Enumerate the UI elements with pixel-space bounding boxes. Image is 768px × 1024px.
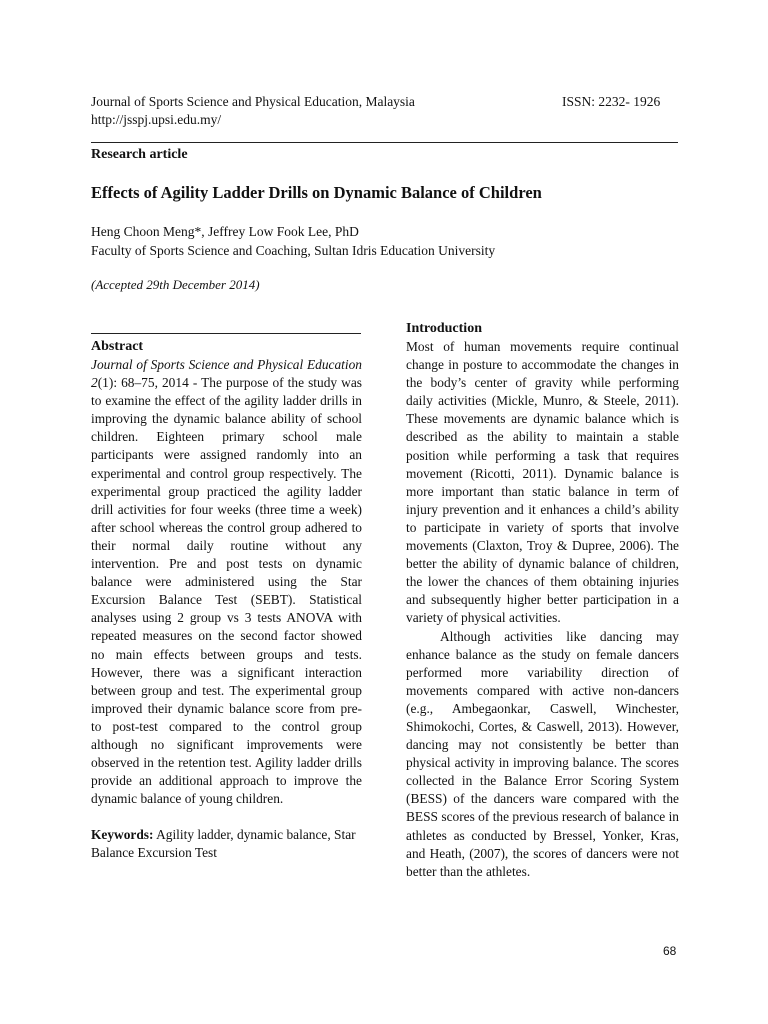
accepted-date: (Accepted 29th December 2014)	[91, 277, 260, 292]
authors: Heng Choon Meng*, Jeffrey Low Fook Lee, PhD	[91, 224, 359, 239]
introduction-heading: Introduction	[406, 321, 482, 336]
abstract-divider	[91, 333, 361, 334]
affiliation: Faculty of Sports Science and Coaching, Sultan Idris Education University	[91, 243, 496, 258]
introduction-paragraph-2: Although activities like dancing may enhance balance as the study on female dancers performed more variability direction of movements compared with active non-dancers (e.g., Ambegaonkar, Caswell, Winchester, Shimokochi, Cortes, & Caswell, 2013). However, dancing may not consistently be better than physical activity in improving balance. The scores collected in the Balance Error Scoring System (BESS) of the dancers ware compared with the BESS scores of the previous research of balance in athletes as conducted by Bressel, Yonker, Kras, and Heath, (2007), the scores of dancers were not better than the athletes.	[406, 628, 679, 879]
keywords-list: Agility ladder, dynamic balance, Star Balance Excursion Test	[91, 827, 356, 861]
journal-url[interactable]: http://jsspj.upsi.edu.my/	[91, 112, 222, 127]
abstract-citation-journal: Journal of Sports Science and Physical Education 2	[91, 357, 362, 391]
abstract-text	[91, 356, 362, 808]
keywords-label: Keywords:	[91, 827, 154, 843]
abstract-column	[91, 337, 362, 863]
paper-title: Effects of Agility Ladder Drills on Dynamic Balance of Children	[91, 183, 542, 202]
article-type: Research article	[91, 147, 188, 162]
journal-name: Journal of Sports Science and Physical Education, Malaysia	[91, 94, 415, 109]
journal-header	[91, 93, 415, 129]
author-block	[91, 222, 495, 260]
header-divider	[91, 142, 678, 143]
keywords	[91, 826, 362, 862]
issn: ISSN: 2232- 1926	[562, 94, 661, 109]
page-number: 68	[663, 944, 677, 958]
abstract-body: The purpose of the study was to examine the effect of the agility ladder drills in improving the dynamic balance ability of school children. Eighteen primary school male participants were assigned randomly into an experimental and control group respectively. The experimental group practiced the agility ladder drill activities for four weeks (three time a week) after school whereas the control group adhered to their normal daily routine without any intervention. Pre and post tests on dynamic balance were administered using the Star Excursion Balance Test (SEBT). Statistical analyses using 2 group vs 3 tests ANOVA with repeated measures on the second factor showed no main effects between groups and tests. However, there was a significant interaction between group and test. The experimental group improved their dynamic balance score from pre- to post-test compared to the control group although no significant improvements were observed in the retention test. Agility ladder drills provide an additional approach to improve the dynamic balance of young children.	[91, 375, 362, 807]
introduction-column	[406, 319, 679, 881]
abstract-heading: Abstract	[91, 339, 144, 354]
abstract-citation-details: (1): 68–75, 2014 -	[97, 375, 202, 391]
introduction-paragraph-1: Most of human movements require continual change in posture to accommodate the changes in the body’s center of gravity while performing daily activities (Mickle, Munro, & Steele, 2011). These movements are dynamic balance which is described as the ability to maintain a stable position while performing a task that requires movement (Ricotti, 2011). Dynamic balance is more important than static balance in term of injury prevention and it enhances a child’s ability to participate in variety of sports that involve movements (Claxton, Troy & Dupree, 2006). The better the ability of dynamic balance of children, the lower the chances of them obtaining injuries and subsequently higher better participation in a variety of physical activities.	[406, 339, 679, 626]
